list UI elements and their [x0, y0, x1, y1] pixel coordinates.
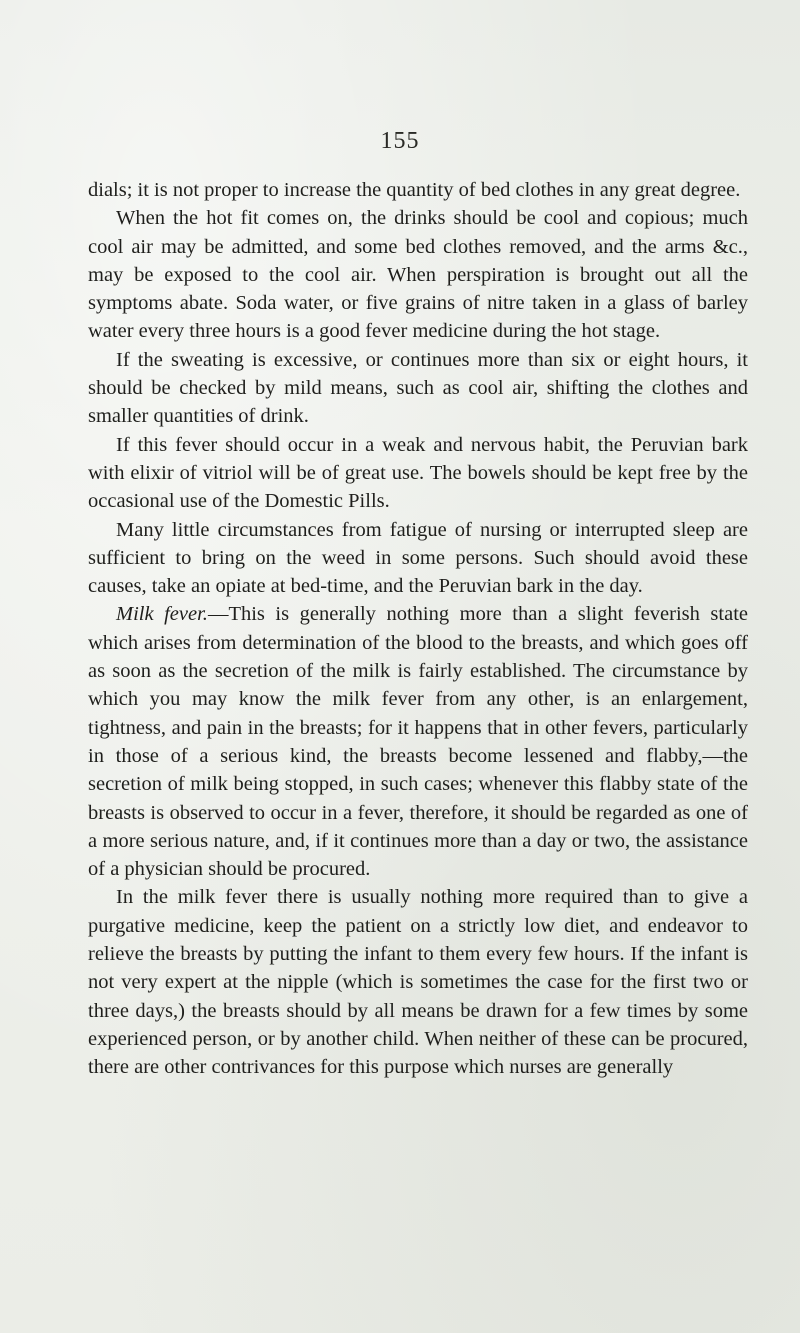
paragraph-milk-fever-treatment [88, 883, 748, 1081]
paragraph-text: If the sweating is excessive, or continues more than six or eight hours, it should be checked by mild means, such as cool air, shifting the clothes and smaller quantities of drink. [88, 348, 748, 428]
paragraph-text: dials; it is not proper to increase the quantity of bed clothes in any great degree. [88, 179, 741, 201]
paragraph-text: —This is generally nothing more than a slight feverish state which arises from determination of the blood to the breasts, and which goes off as soon as the secretion of the milk is fairly established. The circumstance by which you may know the milk fever from any other, is an enlargement, tightness, and pain in the breasts; for it happens that in other fevers, particularly in those of a serious kind, the breasts become lessened and flabby,—the secretion of milk being stopped, in such cases; whenever this flabby state of the breasts is observed to occur in a fever, therefore, it should be regarded as one of a more serious nature, and, if it continues more than a day or two, the assistance of a physician should be procured. [88, 603, 748, 881]
paragraph-hot-fit [88, 204, 748, 345]
paragraph-weak-habit [88, 431, 748, 516]
section-heading: Milk fever. [116, 603, 208, 626]
paragraph-text: In the milk fever there is usually nothing more required than to give a purgative medicine, keep the patient on a strictly low diet, and endeavor to relieve the breasts by putting the infant to them every few hours. If the infant is not very expert at the nipple (which is sometimes the case for the first two or three days,) the breasts should by all means be drawn for a few times by some experienced person, or by another child. When neither of these can be procured, there are other contrivances for this purpose which nurses are generally [88, 886, 748, 1079]
paragraph-text: If this fever should occur in a weak and nervous habit, the Peruvian bark with elixir of vitriol will be of great use. The bowels should be kept free by the occasional use of the Domestic Pills. [88, 433, 748, 513]
body-text [88, 176, 748, 1082]
paragraph-sweating [88, 346, 748, 431]
paragraph-weed [88, 516, 748, 601]
paragraph-continuation [88, 176, 748, 204]
paragraph-milk-fever [88, 600, 748, 883]
paragraph-text: Many little circumstances from fatigue of nursing or interrupted sleep are sufficient to bring on the weed in some persons. Such should avoid these causes, take an opiate at bed-time, and the Peruvian bark in the day. [88, 518, 748, 598]
page-number: 155 [380, 128, 420, 154]
paragraph-text: When the hot fit comes on, the drinks should be cool and copious; much cool air may be admitted, and some bed clothes removed, and the arms &c., may be exposed to the cool air. When perspiration is brought out all the symptoms abate. Soda water, or five grains of nitre taken in a glass of barley water every three hours is a good fever medicine during the hot stage. [88, 207, 748, 343]
